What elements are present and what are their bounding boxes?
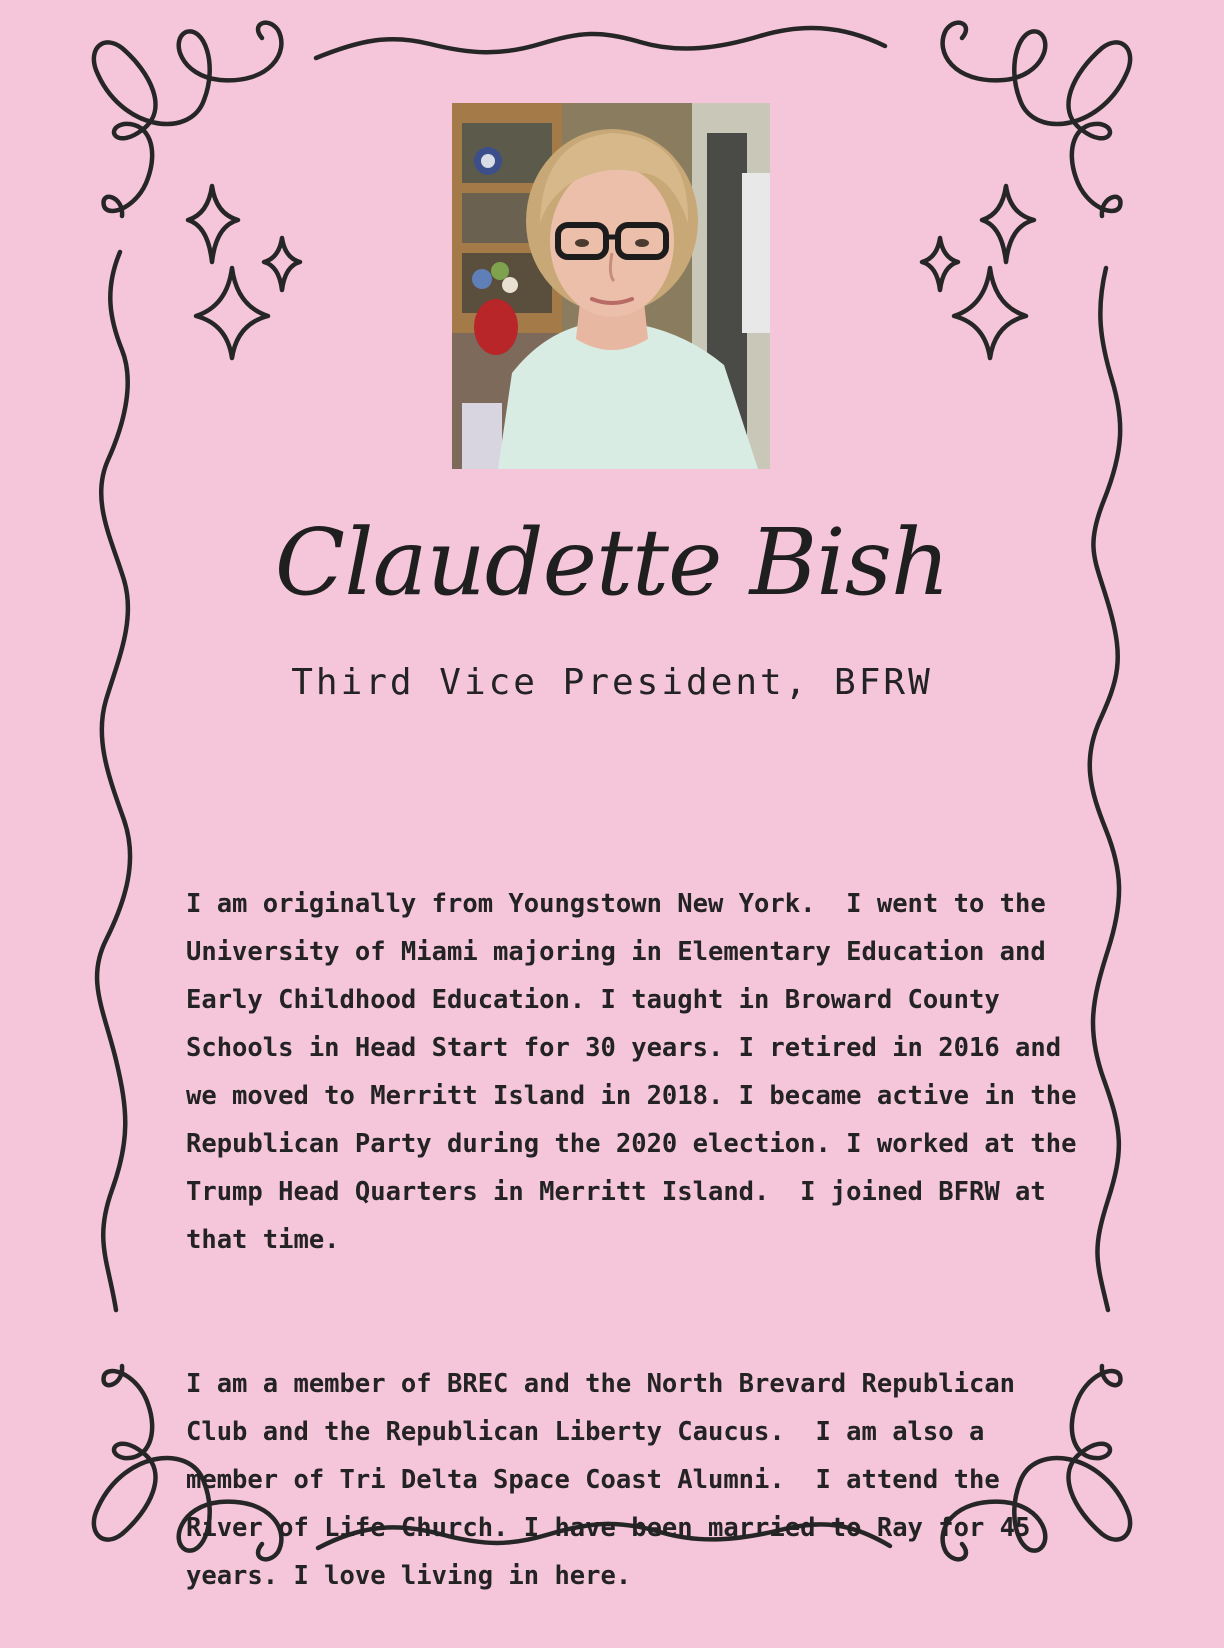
sparkle-icon <box>982 186 1034 262</box>
sparkle-icon <box>922 238 958 290</box>
bio-paragraph: I am originally from Youngstown New York. I went to the University of Miami majoring in Elementary Education and Early Childhood Education. I taught in Broward County Schools in Head Start for 30 years. I retired in 2016 and we moved to Merritt Island in 2018. I became active in the Republican Party during the 2020 election. I worked at the Trump Head Quarters in Merritt Island. I joined BFRW at that time. <box>186 889 1092 1255</box>
sparkle-icon <box>188 186 238 262</box>
top-wave <box>316 28 885 58</box>
biography <box>186 784 1091 1648</box>
top-right-swirl <box>943 23 1131 216</box>
right-wave <box>1090 268 1120 1310</box>
profile-photo <box>452 103 770 469</box>
person-title: Third Vice President, BFRW <box>291 662 933 703</box>
bio-paragraph: I am a member of BREC and the North Brevard Republican Club and the Republican Liberty Caucus. I am also a member of Tri Delta Space Coast Alumni. I attend the River of Life Church. I have been married to Ray for 45 years. I love living in here. <box>186 1369 1046 1591</box>
person-name: Claudette Bish <box>274 509 950 616</box>
sparkle-icon <box>264 238 300 290</box>
sparkle-icon <box>196 268 268 358</box>
top-left-swirl <box>94 23 282 216</box>
sparkle-icon <box>954 268 1026 358</box>
left-wave <box>97 252 130 1310</box>
